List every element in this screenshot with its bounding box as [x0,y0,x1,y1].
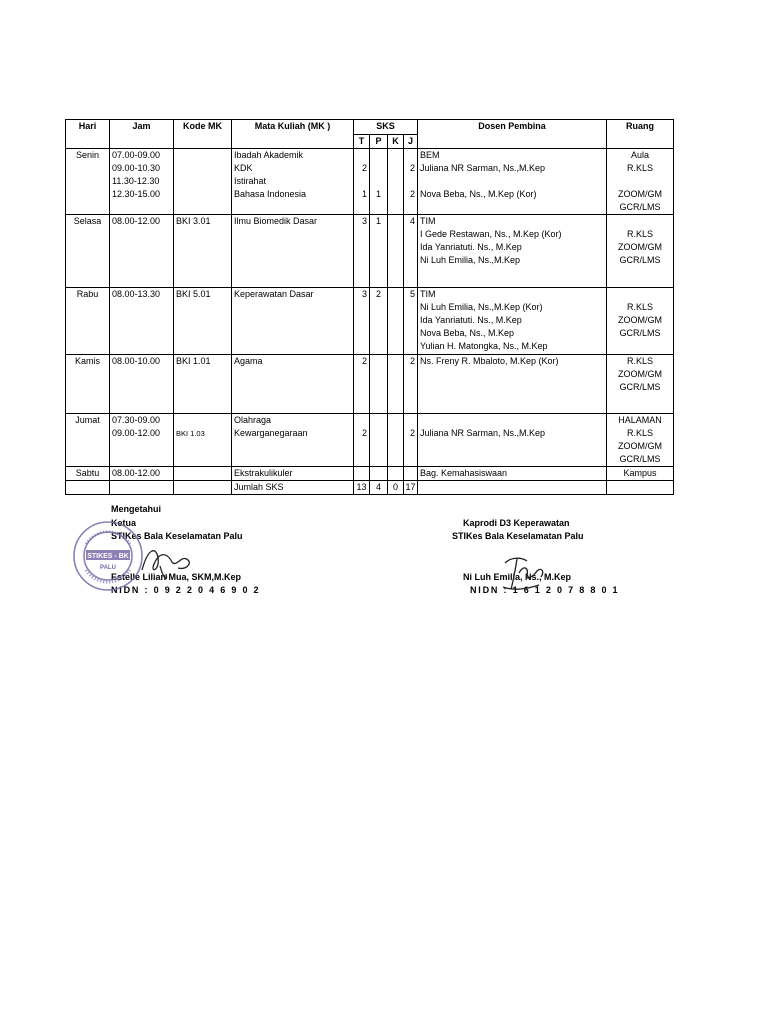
lecturer-line: Ni Luh Emilia, Ns.,M.Kep (Kor) [420,302,543,312]
institution-stamp [72,520,144,592]
time-line: 07.00-09.00 [112,150,161,160]
lecturer-line [420,414,606,427]
course-name-line: KDK [234,163,253,173]
sks-t-value: 2 [361,163,367,173]
sks-t-cell [354,355,370,414]
sks-j-value: 2 [409,428,415,438]
time-line: 08.00-13.30 [112,289,161,299]
time-line: 12.30-15.00 [112,189,161,199]
lecturer-line: I Gede Restawan, Ns., M.Kep (Kor) [420,229,562,239]
time-line: 09.00-10.30 [112,163,161,173]
sks-p-value [370,467,387,480]
sks-t-value [354,149,367,162]
sks-j-value [404,414,415,427]
schedule-table [65,119,674,495]
room-line: R.KLS [626,163,653,173]
total-label: Jumlah SKS [232,481,354,495]
course-name-line: Bahasa Indonesia [234,189,307,199]
lecturer-line: Nova Beba, Ns., M.Kep [420,328,515,338]
header-dosen: Dosen Pembina [418,120,607,149]
lecturer-line: Juliana NR Sarman, Ns.,M.Kep [420,428,546,438]
total-sks-j: 17 [404,481,418,495]
sks-p-value [370,175,387,188]
time-cell [110,149,174,215]
header-sks-p: P [370,135,388,149]
left-name: Estelle Lilian Mua, SKM,M.Kep [111,572,242,582]
empty-cell [607,481,674,495]
sks-t-value [354,414,367,427]
course-cell [232,215,354,288]
svg-text:STIKES - BK: STIKES - BK [87,553,129,560]
header-jam: Jam [110,120,174,149]
sks-j-value: 2 [409,356,415,366]
lecturer-line: TIM [420,289,436,299]
lecturer-line: Ns. Freny R. Mbaloto, M.Kep (Kor) [420,356,559,366]
lecturer-line: Bag. Kemahasiswaan [420,468,508,478]
course-cell [232,149,354,215]
schedule-row [66,288,674,355]
room-line: Kampus [623,468,657,478]
room-line: R.KLS [626,356,653,366]
sks-t-cell [354,414,370,467]
course-name-line: Agama [234,356,263,366]
room-line: GCR/LMS [619,328,661,338]
code-cell [174,215,232,288]
header-row [66,120,674,135]
lecturer-line: Ida Yanriatuti. Ns., M.Kep [420,242,522,252]
total-row [66,481,674,495]
sks-k-value [388,175,403,188]
schedule-row [66,149,674,215]
sks-k-value [388,149,403,162]
room-line: ZOOM/GM [618,189,662,199]
sks-j-value [404,467,415,480]
right-signature [497,553,551,593]
sks-k-value [388,215,403,228]
course-code-line: BKI 1.01 [176,356,211,366]
room-line [607,175,673,188]
room-line: GCR/LMS [619,255,661,265]
lecturer-cell [418,215,607,288]
sks-t-cell [354,467,370,481]
time-cell [110,355,174,414]
sks-k-value [388,467,403,480]
schedule-row [66,414,674,467]
left-institution: STIKes Bala Keselamatan Palu [111,531,243,541]
sks-t-value: 2 [361,428,367,438]
header-sks-j: J [404,135,418,149]
lecturer-cell [418,467,607,481]
time-line: 08.00-12.00 [112,216,161,226]
lecturer-line: Juliana NR Sarman, Ns.,M.Kep [420,163,546,173]
room-line: HALAMAN [618,415,662,425]
course-name-line: Ekstrakulikuler [234,468,293,478]
sks-k-value [388,162,403,175]
sks-j-value: 5 [409,289,415,299]
sks-k-cell [388,215,404,288]
sks-j-value: 2 [409,163,415,173]
empty-cell [110,481,174,495]
course-cell [232,288,354,355]
sks-t-value [354,467,367,480]
time-line: 08.00-12.00 [112,468,161,478]
sks-p-value [370,355,387,368]
course-code-line [176,175,231,188]
room-line [607,215,673,228]
sks-j-cell [404,149,418,215]
sks-k-value [388,288,403,301]
course-code-line: BKI 3.01 [176,216,211,226]
room-line: Aula [630,150,649,160]
room-line: ZOOM/GM [618,369,662,379]
sks-j-value: 4 [409,216,415,226]
code-cell [174,288,232,355]
course-cell [232,355,354,414]
lecturer-cell [418,288,607,355]
code-cell [174,355,232,414]
total-sks-k: 0 [388,481,404,495]
empty-cell [66,481,110,495]
room-line: R.KLS [626,428,653,438]
empty-cell [418,481,607,495]
right-institution: STIKes Bala Keselamatan Palu [452,531,584,541]
day-cell: Rabu [66,288,110,355]
schedule-row [66,215,674,288]
course-code-line: BKI 1.03 [176,429,205,438]
left-signature [138,540,196,584]
right-nidn: NIDN : 1 6 1 2 0 7 8 8 0 1 [470,585,620,595]
sks-p-cell [370,149,388,215]
sks-p-cell [370,467,388,481]
sks-p-cell [370,414,388,467]
course-name-line: Ibadah Akademik [234,150,304,160]
sks-j-cell [404,215,418,288]
room-cell [607,149,674,215]
course-code-line [176,467,231,480]
sks-k-value [388,355,403,368]
header-kode: Kode MK [174,120,232,149]
room-line [607,288,673,301]
right-role: Kaprodi D3 Keperawatan [463,518,570,528]
lecturer-line: Nova Beba, Ns., M.Kep (Kor) [420,189,537,199]
room-line: ZOOM/GM [618,242,662,252]
sks-p-value: 1 [375,189,381,199]
sks-p-value [370,414,387,427]
day-cell: Sabtu [66,467,110,481]
sks-k-cell [388,288,404,355]
sks-k-cell [388,414,404,467]
lecturer-line: Yulian H. Matongka, Ns., M.Kep [420,341,548,351]
day-cell: Jumat [66,414,110,467]
sks-j-cell [404,288,418,355]
code-cell [174,414,232,467]
course-name-line: Istirahat [234,176,267,186]
room-line: ZOOM/GM [618,441,662,451]
room-cell [607,414,674,467]
course-code-line [176,414,231,427]
room-line: GCR/LMS [619,382,661,392]
sks-j-value [404,149,415,162]
code-cell [174,467,232,481]
room-line: GCR/LMS [619,202,661,212]
header-sks-k: K [388,135,404,149]
lecturer-line: TIM [420,216,436,226]
time-line: 08.00-10.00 [112,356,161,366]
room-cell [607,288,674,355]
left-role: Ketua [111,518,137,528]
schedule-row [66,355,674,414]
lecturer-line: BEM [420,150,440,160]
left-nidn: NIDN : 0 9 2 2 0 4 6 9 0 2 [111,585,261,595]
room-line: GCR/LMS [619,454,661,464]
day-cell: Senin [66,149,110,215]
time-line: 07.30-09.00 [112,415,161,425]
day-cell: Kamis [66,355,110,414]
sks-p-cell [370,215,388,288]
svg-text:PALU: PALU [100,565,116,571]
sks-p-cell [370,288,388,355]
sks-k-cell [388,467,404,481]
sks-p-value [370,149,387,162]
sks-p-value [370,162,387,175]
sks-t-value [354,175,367,188]
header-mata-kuliah: Mata Kuliah (MK ) [232,120,354,149]
lecturer-line: Ni Luh Emilia, Ns.,M.Kep [420,255,521,265]
lecturer-cell [418,355,607,414]
header-sks-t: T [354,135,370,149]
sks-k-cell [388,149,404,215]
mengetahui-label: Mengetahui [111,504,162,514]
sks-t-cell [354,215,370,288]
sks-t-value: 3 [361,216,367,226]
lecturer-cell [418,414,607,467]
sks-k-value [388,188,403,201]
sks-t-cell [354,149,370,215]
course-code-line [176,162,231,175]
time-cell [110,288,174,355]
sks-p-value: 2 [375,289,381,299]
sks-t-value: 2 [361,356,367,366]
sks-j-value [404,175,415,188]
room-cell [607,355,674,414]
course-code-line [176,188,231,201]
header-sks: SKS [354,120,418,135]
time-cell [110,414,174,467]
course-cell [232,467,354,481]
course-code-line: BKI 5.01 [176,289,211,299]
course-name-line: Kewarganegaraan [234,428,308,438]
course-code-line [176,149,231,162]
sks-t-value: 3 [361,289,367,299]
sks-t-cell [354,288,370,355]
course-name-line: Ilmu Biomedik Dasar [234,216,318,226]
total-sks-p: 4 [370,481,388,495]
header-hari: Hari [66,120,110,149]
room-line: R.KLS [626,302,653,312]
time-cell [110,215,174,288]
sks-t-value: 1 [361,189,367,199]
sks-j-cell [404,355,418,414]
time-cell [110,467,174,481]
empty-cell [174,481,232,495]
room-line: ZOOM/GM [618,315,662,325]
course-name-line: Keperawatan Dasar [234,289,314,299]
code-cell [174,149,232,215]
day-cell: Selasa [66,215,110,288]
room-line: R.KLS [626,229,653,239]
sks-k-cell [388,355,404,414]
sks-p-value: 1 [375,216,381,226]
total-sks-t: 13 [354,481,370,495]
room-cell [607,215,674,288]
sks-p-cell [370,355,388,414]
sks-p-value [370,427,387,440]
sks-k-value [388,427,403,440]
sks-j-cell [404,467,418,481]
right-name: Ni Luh Emilia, Ns., M.Kep [463,572,572,582]
lecturer-line: Ida Yanriatuti. Ns., M.Kep [420,315,522,325]
lecturer-cell [418,149,607,215]
sks-k-value [388,414,403,427]
schedule-row [66,467,674,481]
course-cell [232,414,354,467]
sks-j-value: 2 [409,189,415,199]
sks-j-cell [404,414,418,467]
lecturer-line [420,175,606,188]
time-line: 09.00-12.00 [112,428,161,438]
time-line: 11.30-12.30 [112,176,160,186]
header-ruang: Ruang [607,120,674,149]
room-cell [607,467,674,481]
course-name-line: Olahraga [234,415,272,425]
